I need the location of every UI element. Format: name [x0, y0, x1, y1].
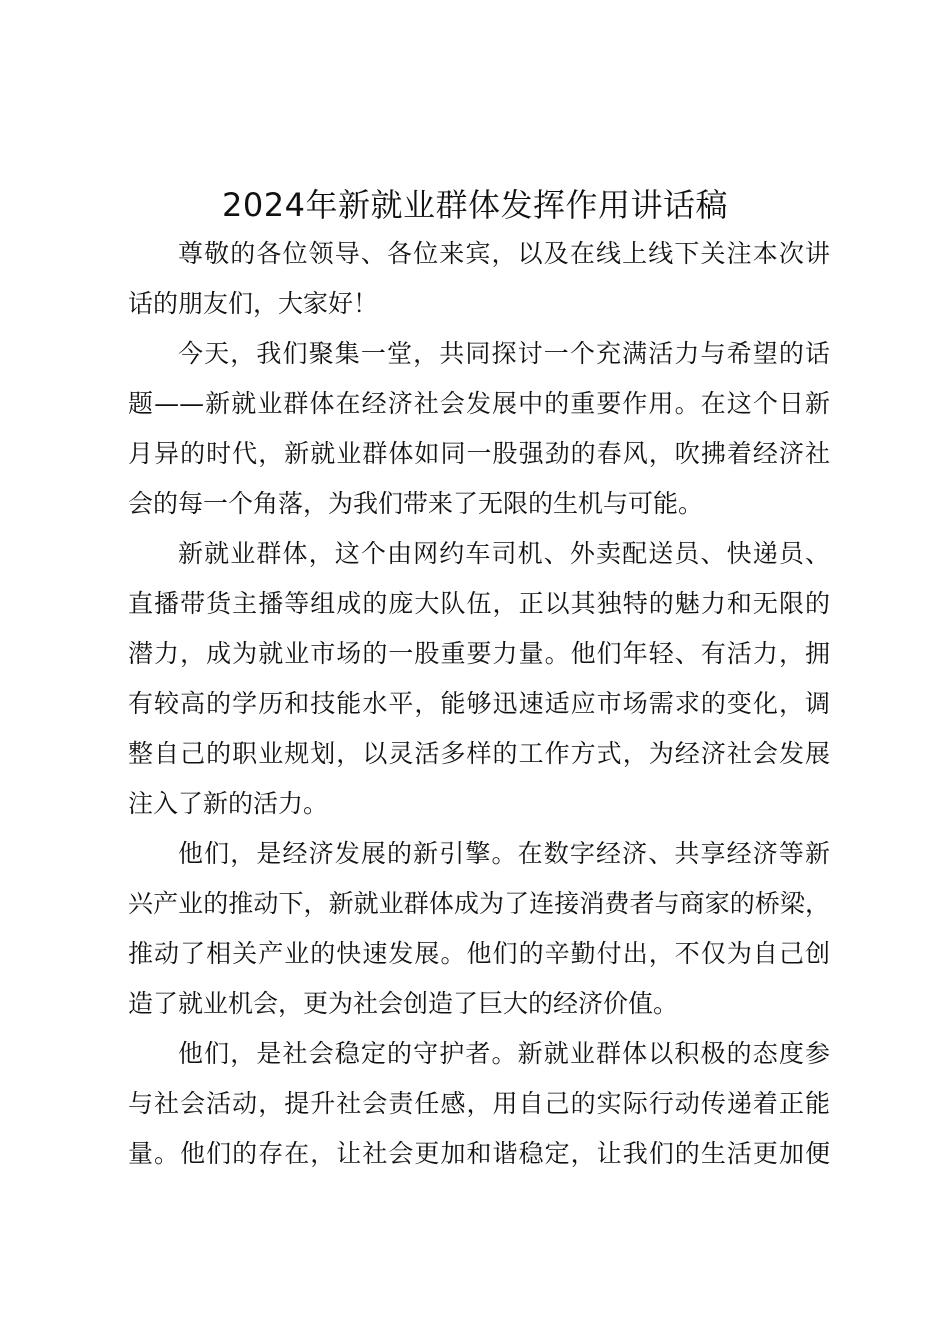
- paragraph-line: 潜力，成为就业市场的一股重要力量。他们年轻、有活力，拥: [128, 639, 830, 668]
- document-body: [128, 229, 830, 1179]
- paragraph-line: 题——新就业群体在经济社会发展中的重要作用。在这个日新: [128, 389, 830, 418]
- paragraph-line: 与社会活动，提升社会责任感，用自己的实际行动传递着正能: [128, 1089, 830, 1118]
- paragraph-line: 会的每一个角落，为我们带来了无限的生机与可能。: [128, 489, 704, 518]
- paragraph-line: 新就业群体，这个由网约车司机、外卖配送员、快递员、: [178, 539, 830, 568]
- paragraph-line: 量。他们的存在，让社会更加和谐稳定，让我们的生活更加便: [128, 1139, 830, 1168]
- paragraph-line: 直播带货主播等组成的庞大队伍，正以其独特的魅力和无限的: [128, 589, 830, 618]
- paragraph-line: 造了就业机会，更为社会创造了巨大的经济价值。: [128, 989, 679, 1018]
- paragraph-line: 注入了新的活力。: [128, 789, 329, 818]
- paragraph-line: 今天，我们聚集一堂，共同探讨一个充满活力与希望的话: [178, 339, 830, 368]
- paragraph-line: 话的朋友们，大家好！: [128, 289, 379, 318]
- paragraph-line: 整自己的职业规划，以灵活多样的工作方式，为经济社会发展: [128, 739, 830, 768]
- paragraph: [128, 1029, 830, 1179]
- paragraph-line: 他们，是经济发展的新引擎。在数字经济、共享经济等新: [178, 839, 830, 868]
- paragraph-line: 有较高的学历和技能水平，能够迅速适应市场需求的变化，调: [128, 689, 830, 718]
- paragraph: [128, 529, 830, 829]
- paragraph: [128, 829, 830, 1029]
- document-title: 2024年新就业群体发挥作用讲话稿: [222, 186, 728, 224]
- paragraph-line: 尊敬的各位领导、各位来宾，以及在线上线下关注本次讲: [178, 239, 830, 268]
- paragraph-line: 月异的时代，新就业群体如同一股强劲的春风，吹拂着经济社: [128, 439, 830, 468]
- paragraph-line: 推动了相关产业的快速发展。他们的辛勤付出，不仅为自己创: [128, 939, 830, 968]
- paragraph: [128, 229, 830, 329]
- paragraph-line: 他们，是社会稳定的守护者。新就业群体以积极的态度参: [178, 1039, 830, 1068]
- paragraph: [128, 329, 830, 529]
- paragraph-line: 兴产业的推动下，新就业群体成为了连接消费者与商家的桥梁，: [128, 889, 830, 918]
